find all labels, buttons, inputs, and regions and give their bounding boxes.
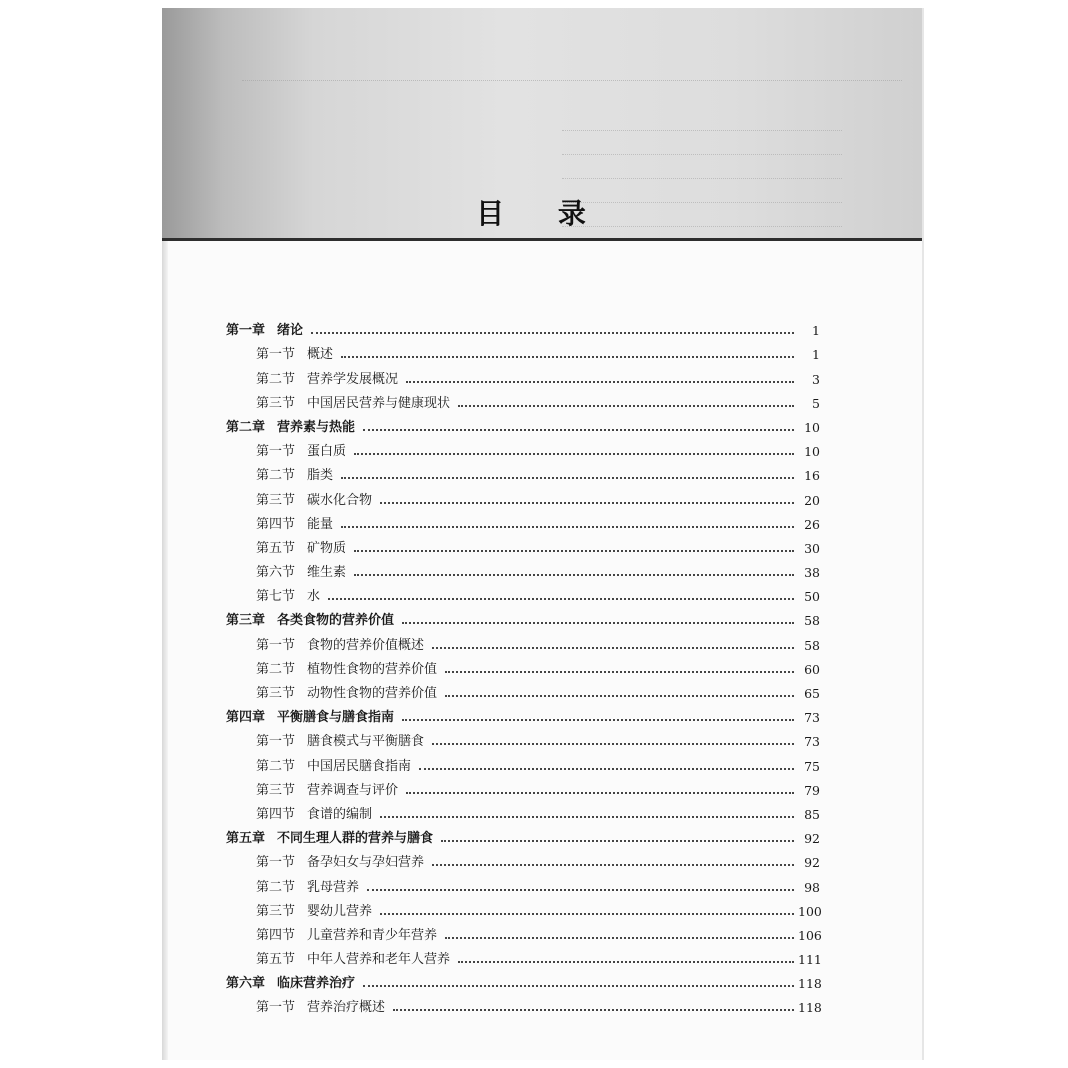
dot-leader	[445, 671, 794, 673]
toc-page-number: 1	[812, 347, 820, 363]
toc-page-number: 65	[804, 686, 820, 701]
toc-page-number: 50	[804, 589, 820, 605]
toc-section-entry[interactable]	[226, 459, 820, 483]
toc-entry-number: 第一章	[226, 323, 266, 339]
ghost-line	[562, 164, 842, 179]
toc-entry-number: 第三节	[256, 492, 296, 508]
dot-leader	[363, 985, 794, 987]
toc-entry-title: 食谱的编制	[307, 806, 373, 822]
toc-entry-title: 营养调查与评价	[307, 782, 399, 798]
toc-section-entry[interactable]	[226, 677, 820, 701]
ghost-line	[562, 140, 842, 155]
toc-section-entry[interactable]	[226, 435, 820, 459]
toc-entry-title: 各类食物的营养价值	[277, 613, 395, 629]
toc-chapter-entry[interactable]	[226, 967, 820, 991]
toc-page-number: 98	[804, 879, 820, 895]
toc-entry-title: 矿物质	[307, 540, 347, 556]
ghost-rule	[242, 80, 902, 82]
toc-entry-title: 蛋白质	[307, 444, 347, 460]
toc-entry-title: 乳母营养	[307, 879, 360, 895]
toc-page-number: 118	[798, 1000, 822, 1016]
dot-leader	[393, 1009, 794, 1011]
toc-entry-number: 第二节	[256, 468, 296, 484]
toc-page-number: 60	[804, 661, 820, 677]
dot-leader	[458, 405, 794, 407]
toc-page-number: 16	[804, 468, 820, 484]
toc-entry-title: 动物性食物的营养价值	[307, 686, 438, 701]
dot-leader	[380, 816, 794, 818]
toc-entry-number: 第一节	[256, 637, 296, 653]
toc-section-entry[interactable]	[226, 508, 820, 532]
dot-leader	[311, 332, 794, 334]
toc-entry-number: 第二节	[256, 758, 296, 774]
toc-page-number: 106	[798, 927, 822, 943]
toc-section-entry[interactable]	[226, 919, 820, 943]
dot-leader	[354, 453, 794, 455]
toc-entry-title: 食物的营养价值概述	[307, 637, 425, 653]
toc-entry-title: 绪论	[277, 323, 304, 339]
toc-entry-title: 临床营养治疗	[277, 976, 356, 992]
toc-page-number: 92	[804, 831, 820, 847]
dot-leader	[432, 743, 794, 745]
dot-leader	[445, 937, 794, 939]
toc-entry-number: 第四章	[226, 710, 266, 726]
toc-entry-title: 平衡膳食与膳食指南	[277, 710, 395, 726]
toc-entry-number: 第一节	[256, 444, 296, 460]
dot-leader	[354, 574, 794, 576]
toc-page-number: 38	[804, 565, 820, 581]
toc-entry-number: 第三节	[256, 395, 296, 411]
toc-page-number: 10	[804, 419, 820, 435]
toc-entry-number: 第六章	[226, 976, 266, 992]
toc-page-number: 10	[804, 444, 820, 460]
toc-page-number: 111	[798, 952, 822, 968]
dot-leader	[432, 647, 794, 649]
toc-page-number: 30	[804, 540, 820, 556]
dot-leader	[354, 550, 794, 552]
toc-entry-title: 脂类	[307, 468, 334, 484]
toc-section-entry[interactable]	[226, 362, 820, 386]
toc-section-entry[interactable]	[226, 991, 820, 1015]
toc-entry-number: 第一节	[256, 734, 296, 750]
toc-entry-title: 维生素	[307, 565, 347, 581]
toc-page-number: 20	[804, 492, 820, 508]
toc-entry-number: 第四节	[256, 806, 296, 822]
toc-entry-title: 植物性食物的营养价值	[307, 661, 438, 677]
toc-page-number: 58	[804, 613, 820, 629]
toc-page-number: 73	[804, 734, 820, 750]
toc-entry-number: 第五节	[256, 952, 296, 968]
toc-section-entry[interactable]	[226, 870, 820, 894]
toc-page-number: 5	[812, 395, 820, 411]
dot-leader	[445, 695, 794, 697]
toc-page-number: 75	[804, 758, 820, 774]
dot-leader	[432, 864, 794, 866]
dot-leader	[402, 622, 794, 624]
toc-section-entry[interactable]	[226, 725, 820, 749]
toc-section-entry[interactable]	[226, 338, 820, 362]
toc-section-entry[interactable]	[226, 774, 820, 798]
toc-entry-title: 中年人营养和老年人营养	[307, 952, 451, 968]
toc-entry-title: 不同生理人群的营养与膳食	[277, 831, 434, 847]
toc-entry-number: 第一节	[256, 1000, 296, 1016]
toc-entry-number: 第三节	[256, 686, 296, 701]
toc-entry-number: 第四节	[256, 516, 296, 532]
toc-entry-number: 第二节	[256, 879, 296, 895]
toc-chapter-entry[interactable]	[226, 701, 820, 725]
toc-page-number: 58	[804, 637, 820, 653]
toc-entry-number: 第二节	[256, 661, 296, 677]
dot-leader	[402, 719, 794, 721]
toc-page-number: 118	[798, 976, 822, 992]
toc-entry-title: 婴幼儿营养	[307, 903, 373, 919]
toc-page-number: 3	[812, 371, 820, 387]
dot-leader	[406, 792, 794, 794]
toc-chapter-entry[interactable]	[226, 822, 820, 846]
toc-entry-title: 碳水化合物	[307, 492, 373, 508]
dot-leader	[341, 526, 794, 528]
toc-entry-title: 营养素与热能	[277, 419, 356, 435]
document-page	[162, 8, 922, 1060]
dot-leader	[441, 840, 794, 842]
dot-leader	[380, 502, 794, 504]
toc-chapter-entry[interactable]	[226, 411, 820, 435]
toc-entry-title: 能量	[307, 516, 334, 532]
dot-leader	[363, 429, 794, 431]
toc-page-number: 1	[812, 323, 820, 339]
toc-entry-title: 中国居民营养与健康现状	[307, 395, 451, 411]
toc-entry-number: 第一节	[256, 347, 296, 363]
toc-section-entry[interactable]	[226, 749, 820, 773]
toc-section-entry[interactable]	[226, 943, 820, 967]
toc-entry-title: 水	[307, 589, 321, 605]
page-right-edge	[922, 8, 924, 1060]
toc-entry-title: 儿童营养和青少年营养	[307, 927, 438, 943]
toc-entry-title: 营养治疗概述	[307, 1000, 386, 1016]
dot-leader	[328, 598, 794, 600]
toc-chapter-entry[interactable]	[226, 604, 820, 628]
toc-entry-title: 中国居民膳食指南	[307, 758, 412, 774]
toc-page-number: 85	[804, 806, 820, 822]
dot-leader	[419, 768, 794, 770]
toc-entry-number: 第二节	[256, 371, 296, 387]
toc-entry-number: 第三章	[226, 613, 266, 629]
toc-section-entry[interactable]	[226, 798, 820, 822]
show-through-header-band	[162, 8, 922, 241]
dot-leader	[367, 889, 794, 891]
toc-entry-number: 第一节	[256, 855, 296, 871]
dot-leader	[458, 961, 794, 963]
toc-page-number: 92	[804, 855, 820, 871]
toc-entry-number: 第三节	[256, 903, 296, 919]
toc-page-number: 26	[804, 516, 820, 532]
toc-section-entry[interactable]	[226, 628, 820, 652]
page-title: 目 录	[476, 197, 608, 230]
toc-page-number: 100	[798, 903, 822, 919]
ghost-line	[562, 116, 842, 131]
toc-entry-number: 第三节	[256, 782, 296, 798]
dot-leader	[341, 356, 794, 358]
toc-entry-number: 第七节	[256, 589, 296, 605]
toc-entry-title: 营养学发展概况	[307, 371, 399, 387]
toc-entry-number: 第二章	[226, 419, 266, 435]
toc-page-number: 79	[804, 782, 820, 798]
dot-leader	[406, 381, 794, 383]
toc-page-number: 73	[804, 710, 820, 726]
table-of-contents	[226, 314, 820, 1015]
toc-section-entry[interactable]	[226, 580, 820, 604]
toc-section-entry[interactable]	[226, 556, 820, 580]
toc-entry-number: 第五章	[226, 831, 266, 847]
dot-leader	[341, 477, 794, 479]
toc-section-entry[interactable]	[226, 846, 820, 870]
toc-section-entry[interactable]	[226, 653, 820, 677]
toc-entry-title: 膳食模式与平衡膳食	[307, 734, 425, 750]
toc-entry-number: 第四节	[256, 927, 296, 943]
toc-chapter-entry[interactable]	[226, 314, 820, 338]
toc-entry-number: 第五节	[256, 540, 296, 556]
toc-section-entry[interactable]	[226, 895, 820, 919]
toc-entry-number: 第六节	[256, 565, 296, 581]
toc-section-entry[interactable]	[226, 483, 820, 507]
dot-leader	[380, 913, 794, 915]
toc-section-entry[interactable]	[226, 387, 820, 411]
toc-entry-title: 概述	[307, 347, 334, 363]
toc-entry-title: 备孕妇女与孕妇营养	[307, 855, 425, 871]
toc-section-entry[interactable]	[226, 532, 820, 556]
